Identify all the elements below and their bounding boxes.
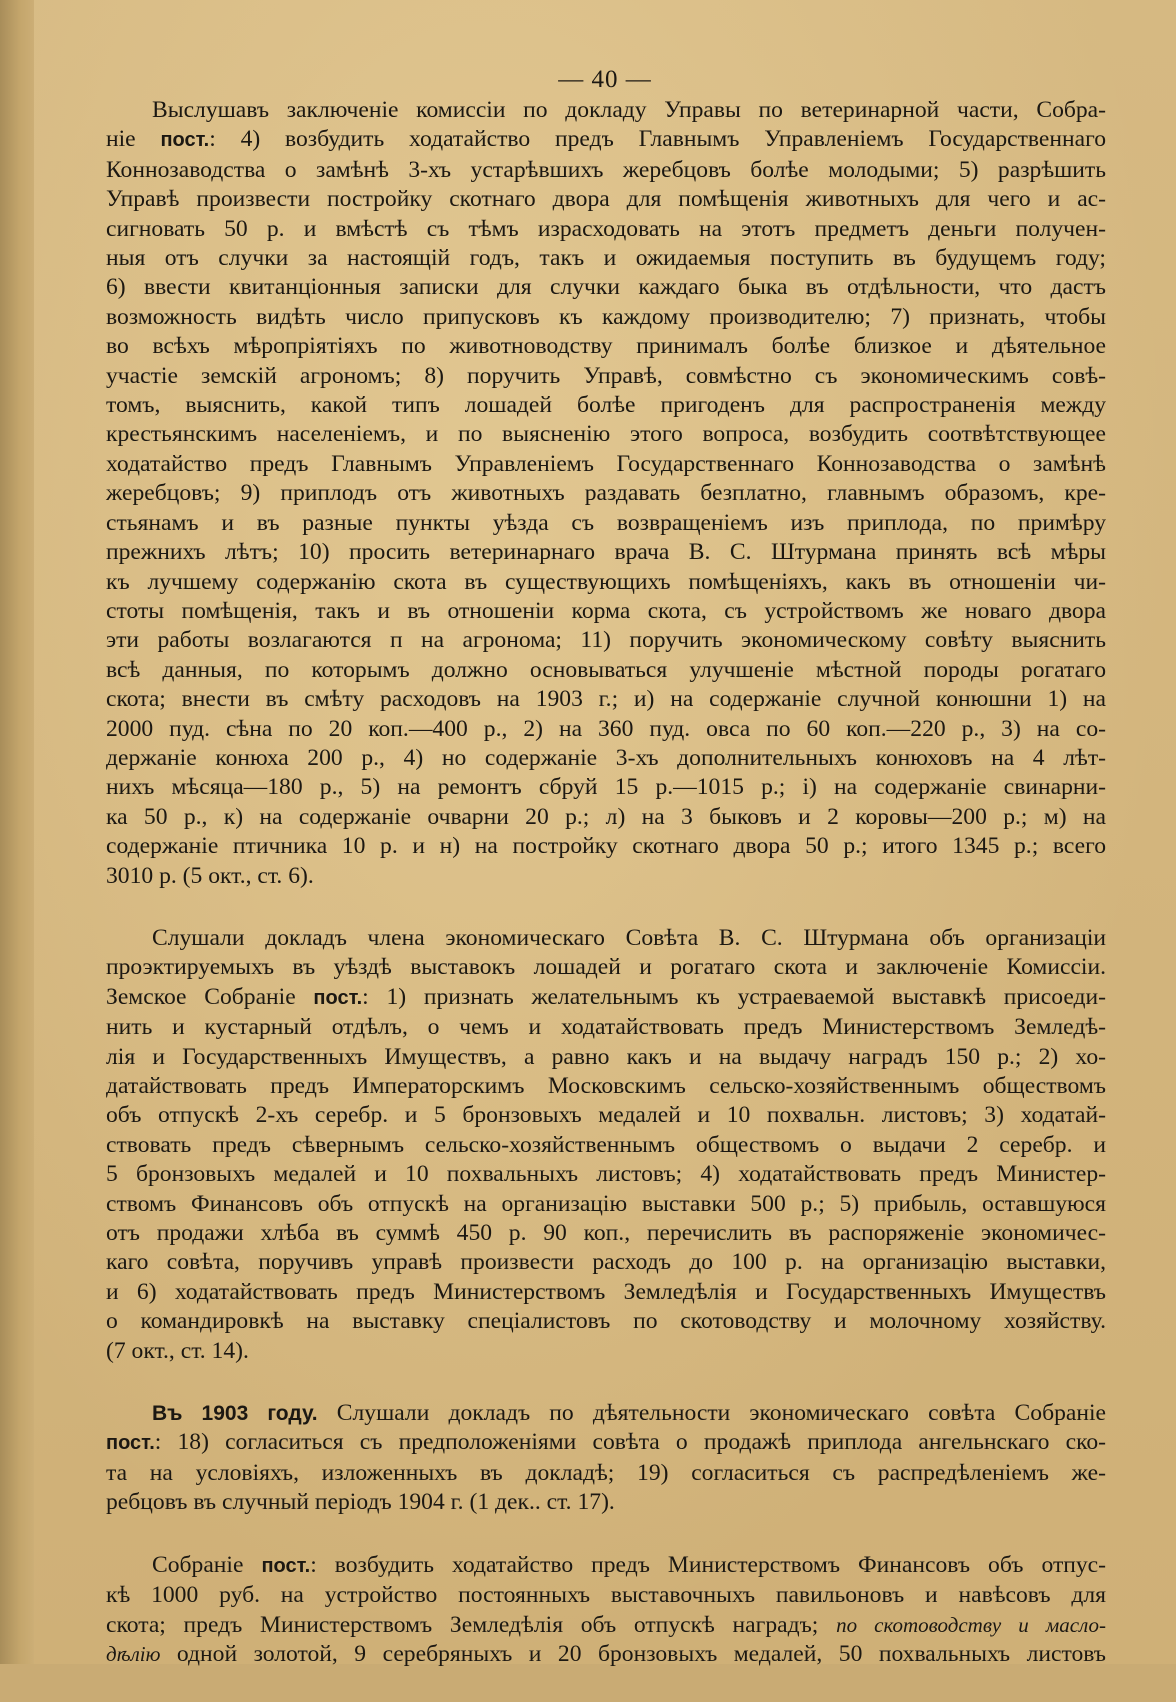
text-line: Слушали докладъ члена экономическаго Совѣта В. С. Штурмана объ организаціи — [152, 924, 1106, 951]
text-line: объ отпускѣ 2-хъ серебр. и 5 бронзовыхъ медалей и 10 похвальн. листовъ; 3) ходатай- — [106, 1102, 1106, 1129]
text-line: проэктируемыхъ въ уѣздѣ выставокъ лошадей и рогатаго скота и заключеніе Комиссіи. — [106, 954, 1106, 981]
text-line: ныя отъ случки за настоящій годъ, такъ и ожидаемыя поступить въ будущемъ году; — [106, 245, 1106, 272]
text-line: томъ, выяснить, какой типъ лошадей болѣе пригоденъ для распространенія между — [106, 392, 1106, 419]
text-line: дѣлію одной золотой, 9 серебряныхъ и 20 бронзовыхъ медалей, 50 похвальныхъ листовъ — [106, 1640, 1106, 1667]
text-line: стьянамъ и въ разные пункты уѣзда съ возвращеніемъ изъ приплода, по примѣру — [106, 509, 1106, 536]
text-line: кѣ 1000 руб. на устройство постоянныхъ выставочныхъ павильоновъ и навѣсовъ для — [106, 1582, 1106, 1609]
text-line: Въ 1903 году. Слушали докладъ по дѣятельности экономическаго совѣта Собраніе — [152, 1400, 1107, 1427]
text-line: къ лучшему содержанію скота въ существующихъ помѣщеніяхъ, какъ въ отношеніи чи- — [106, 568, 1106, 595]
text-line: датайствовать предъ Императорскимъ Московскимъ сельско-хозяйственнымъ обществомъ — [106, 1073, 1106, 1099]
text-line: крестьянскимъ населеніемъ, и по выясненію этого вопроса, возбудить соотвѣтствующее — [106, 421, 1106, 448]
italic-text: дѣлію — [106, 1641, 161, 1666]
text-line: скота; предъ Министерствомъ Земледѣлія объ отпускѣ наградъ; по скотоводству и масло- — [106, 1611, 1106, 1638]
text-line: пост.: 18) согласиться съ предположеніями совѣта о продажѣ приплода ангельнскаго ско- — [106, 1429, 1106, 1456]
text-line — [106, 125, 1106, 155]
text-line: ствомъ Финансовъ объ отпускѣ на организацію выставки 500 р.; 5) прибыль, оставшуюся — [106, 1190, 1106, 1217]
text-line: нить и кустарный отдѣлъ, о чемъ и ходатайствовать предъ Министерствомъ Земледѣ- — [106, 1014, 1106, 1041]
text-line: ребцовъ въ случный періодъ 1904 г. (1 дек.. ст. 17). — [106, 1489, 615, 1516]
text-line: эти работы возлагаются п на агронома; 11) поручить экономическому совѣту выяснить — [106, 627, 1106, 654]
text-line: ходатайство предъ Главнымъ Управленіемъ Государственнаго Коннозаводства о замѣнѣ — [106, 450, 1106, 477]
text-line: каго совѣта, поручивъ управѣ произвести расходъ до 100 р. на организацію выставки, — [106, 1249, 1106, 1276]
text-line: отъ продажи хлѣба въ суммѣ 450 р. 90 коп., перечислить въ распоряженіе экономичес- — [106, 1220, 1106, 1247]
bold-text: пост. — [106, 1432, 155, 1455]
text-line: Собраніе пост.: возбудить ходатайство предъ Министерствомъ Финансовъ объ отпус- — [152, 1551, 1107, 1578]
text-line: держаніе конюха 200 р., 4) но содержаніе 3-хъ дополнительныхъ конюховъ на 4 лѣт- — [106, 744, 1106, 771]
bold-text: пост. — [160, 129, 210, 152]
italic-text: по скотоводству и масло- — [836, 1612, 1106, 1637]
page-body — [106, 96, 1106, 1702]
text-line: о командировкѣ на выставку спеціалистовъ по скотоводству и молочному хозяйству. — [106, 1308, 1106, 1335]
text-line: участіе земскій агрономъ; 8) поручить Управѣ, совмѣстно съ экономическимъ совѣ- — [106, 362, 1106, 389]
text-line: 5 бронзовыхъ медалей и 10 похвальныхъ листовъ; 4) ходатайствовать предъ Министер- — [106, 1161, 1106, 1188]
text-fragment: ніе пост.: 4) возбудить ходатайство предъ Главнымъ Управленіемъ Государственнаго — [106, 126, 1106, 153]
scan-left-edge — [0, 0, 34, 1664]
text-line: ствовать предъ сѣвернымъ сельско-хозяйственнымъ обществомъ о выдачи 2 серебр. и — [106, 1131, 1106, 1158]
text-line: та на условіяхъ, изложенныхъ въ докладѣ; 19) согласиться съ распредѣленіемъ же- — [106, 1459, 1106, 1486]
paragraph-1903-report — [106, 1399, 1106, 1518]
text-line: нихъ мѣсяца—180 р., 5) на ремонтъ сбруй 15 р.—1015 р.; і) на содержаніе свинарни- — [106, 774, 1106, 801]
text-line: 3010 р. (5 окт., ст. 6). — [106, 862, 314, 889]
text-line: Земское Собраніе пост.: 1) признать желательнымъ къ устраеваемой выставкѣ присоеди- — [106, 983, 1106, 1010]
text-line: ка 50 р., к) на содержаніе очварни 20 р.; л) на 3 быковъ и 2 коровы—200 р.; м) на — [106, 803, 1106, 830]
text-line: (7 окт., ст. 14). — [106, 1337, 249, 1364]
text-line: Коннозаводства о замѣнѣ 3-хъ устарѣвшихъ жеребцовъ болѣе молодыми; 5) разрѣшить — [106, 156, 1106, 183]
page-number: — 40 — — [558, 66, 652, 93]
text-line: сигновать 50 р. и вмѣстѣ съ тѣмъ израсходовать на этотъ предметъ деньги получен- — [106, 215, 1106, 242]
paragraph-veterinary-resolution — [106, 96, 1106, 891]
text-line: стоты помѣщенія, такъ и въ отношеніи корма скота, съ устройствомъ же новаго двора — [106, 597, 1106, 624]
bold-text: пост. — [313, 986, 363, 1009]
text-line: лія и Государственныхъ Имуществъ, а равно какъ и на выдачу наградъ 150 р.; 2) хо- — [106, 1043, 1106, 1070]
text-line: возможность видѣть число припусковъ къ каждому производителю; 7) признать, чтобы — [106, 303, 1106, 330]
text-line: всѣ данныя, по которымъ должно основываться улучшеніе мѣстной породы рогатаго — [106, 656, 1106, 683]
text-line: содержаніе птичника 10 р. и н) на постройку скотнаго двора 50 р.; итого 1345 р.; всего — [106, 833, 1106, 860]
text-line: во всѣхъ мѣропріятіяхъ по животноводству принималъ болѣе близкое и дѣятельное — [106, 333, 1106, 360]
document-page — [34, 0, 1176, 1667]
text-line: Выслушавъ заключеніе комиссіи по докладу Управы по ветеринарной части, Собра- — [152, 97, 1106, 123]
paragraph-pavilions-petition — [106, 1551, 1106, 1670]
bold-text: пост. — [261, 1554, 311, 1577]
text-line: 2000 пуд. сѣна по 20 коп.—400 р., 2) на 360 пуд. овса по 60 коп.—220 р., 3) на со- — [106, 715, 1106, 742]
text-line: 6) ввести квитанціонныя записки для случки каждаго быка въ отдѣльности, что дастъ — [106, 274, 1106, 301]
text-line: и 6) ходатайствовать предъ Министерствомъ Земледѣлія и Государственныхъ Имуществъ — [106, 1278, 1106, 1305]
text-line: жеребцовъ; 9) приплодъ отъ животныхъ раздавать безплатно, главнымъ образомъ, кре- — [106, 480, 1106, 507]
bold-text: Въ 1903 году. — [152, 1402, 318, 1426]
text-line: Управѣ произвести постройку скотнаго двора для помѣщенія животныхъ для чего и ас- — [106, 186, 1106, 213]
text-line: скота; внести въ смѣту расходовъ на 1903 г.; и) на содержаніе случной конюшни 1) на — [106, 686, 1106, 713]
text-line: прежнихъ лѣтъ; 10) просить ветеринарнаго врача В. С. Штурмана принять всѣ мѣры — [106, 539, 1106, 566]
paragraph-exhibition-resolution — [106, 924, 1106, 1366]
